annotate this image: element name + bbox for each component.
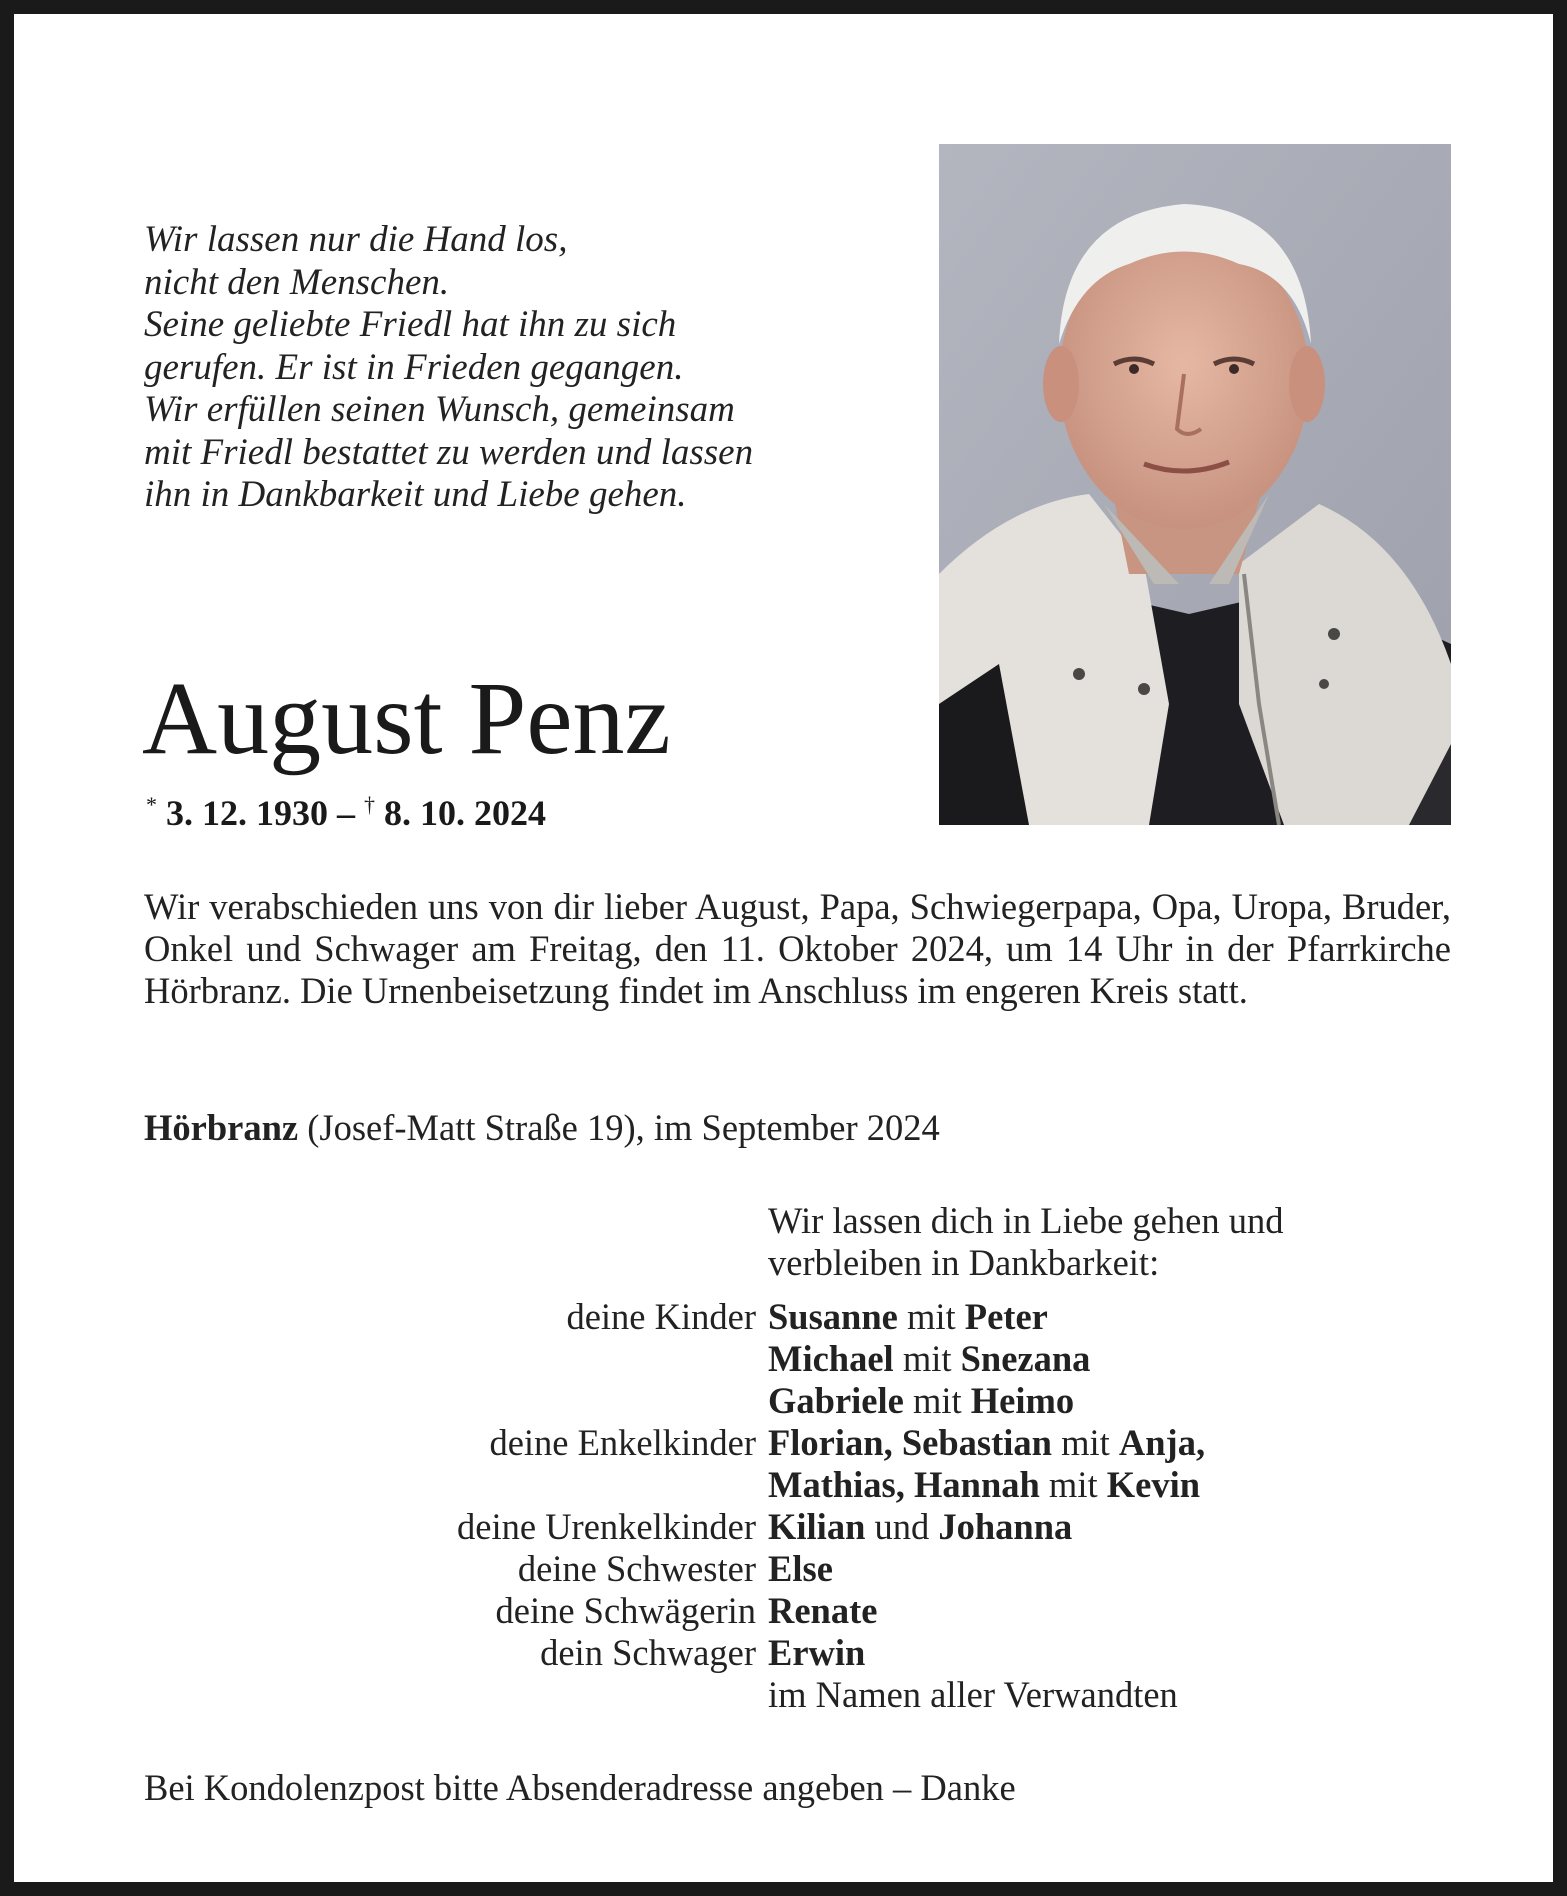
- mourner-names: [768, 1590, 877, 1632]
- life-dates: [146, 792, 546, 834]
- mourner-row: [144, 1380, 1464, 1422]
- relation-label: deine Kinder: [566, 1296, 756, 1337]
- mourner-name: Kevin: [1106, 1464, 1201, 1505]
- mourner-name: Peter: [964, 1296, 1048, 1337]
- mourner-row: [144, 1548, 1464, 1590]
- relation-label: deine Urenkelkinder: [457, 1506, 756, 1547]
- mourner-names: [768, 1464, 1200, 1506]
- mourner-row: [144, 1338, 1464, 1380]
- intro-line: Wir lassen dich in Liebe gehen und: [768, 1200, 1284, 1241]
- relation-label: [144, 1338, 768, 1380]
- relation-label: deine Schwester: [517, 1548, 756, 1589]
- relation-label: dein Schwager: [540, 1632, 756, 1673]
- connector-text: mit: [903, 1380, 971, 1421]
- connector-text: im Namen aller Verwandten: [768, 1674, 1178, 1715]
- quote-line: mit Friedl bestattet zu werden und lassen: [144, 431, 754, 473]
- mourner-names: [768, 1548, 833, 1590]
- connector-text: mit: [1051, 1422, 1119, 1463]
- funeral-announcement: Wir verabschieden uns von dir lieber August, Papa, Schwiegerpapa, Opa, Uropa, Bruder, Onkel und Schwager am Freitag, den 11. Oktober 2024, um 14 Uhr in der Pfarrkirche Hörbranz. Die Urnenbeisetzung findet im Anschluss im engeren Kreis statt.: [144, 886, 1451, 1011]
- quote-line: gerufen. Er ist in Frieden gegangen.: [144, 346, 684, 388]
- mourner-name: Johanna: [938, 1506, 1073, 1547]
- relation-label: deine Enkelkinder: [489, 1422, 756, 1463]
- place-and-date: [144, 1106, 940, 1149]
- portrait-photo: [939, 144, 1451, 825]
- mourner-names: [768, 1338, 1090, 1380]
- mourner-name: Heimo: [970, 1380, 1075, 1421]
- mourner-names: [768, 1506, 1072, 1548]
- quote-line: Wir lassen nur die Hand los,: [144, 219, 568, 260]
- mourners-intro: [768, 1200, 1468, 1284]
- mourner-row: [144, 1590, 1464, 1632]
- deceased-name: August Penz: [142, 661, 671, 776]
- quote-line: nicht den Menschen.: [144, 261, 450, 303]
- mourner-name: Anja,: [1118, 1422, 1206, 1463]
- relation-label: [144, 1380, 768, 1422]
- death-date: 8. 10. 2024: [384, 793, 546, 833]
- connector-text: mit: [897, 1296, 965, 1337]
- connector-text: mit: [893, 1338, 961, 1379]
- connector-text: und: [865, 1506, 939, 1547]
- mourner-name: Michael: [768, 1338, 894, 1379]
- mourner-name: Kilian: [768, 1506, 866, 1547]
- mourner-names: [768, 1674, 1178, 1716]
- relation-label: [144, 1464, 768, 1506]
- place-details: (Josef-Matt Straße 19), im September 2024: [298, 1107, 940, 1148]
- quote-line: ihn in Dankbarkeit und Liebe gehen.: [144, 474, 687, 515]
- date-separator: –: [328, 793, 364, 833]
- quote-line: Wir erfüllen seinen Wunsch, gemeinsam: [144, 389, 735, 430]
- mourner-names: [768, 1632, 865, 1674]
- relation-label: [144, 1674, 768, 1716]
- relation-label: deine Schwägerin: [495, 1590, 756, 1631]
- condolence-note: Bei Kondolenzpost bitte Absenderadresse angeben – Danke: [144, 1767, 1016, 1808]
- mourner-row: [144, 1464, 1464, 1506]
- death-symbol: †: [364, 792, 375, 817]
- mourner-name: Renate: [768, 1590, 878, 1631]
- mourner-row: [144, 1674, 1464, 1716]
- mourner-name: Florian, Sebastian: [768, 1422, 1052, 1463]
- mourner-name: Erwin: [768, 1632, 866, 1673]
- mourner-row: [144, 1422, 1464, 1464]
- connector-text: mit: [1039, 1464, 1107, 1505]
- mourner-names: [768, 1380, 1074, 1422]
- birth-date: 3. 12. 1930: [166, 793, 328, 833]
- birth-symbol: *: [146, 792, 157, 817]
- mourner-row: [144, 1506, 1464, 1548]
- quote-line: Seine geliebte Friedl hat ihn zu sich: [144, 304, 677, 345]
- mourner-row: [144, 1296, 1464, 1338]
- mourner-name: Else: [768, 1548, 833, 1589]
- mourner-name: Snezana: [960, 1338, 1091, 1379]
- mourner-name: Gabriele: [768, 1380, 904, 1421]
- mourner-name: Mathias, Hannah: [768, 1464, 1040, 1505]
- memorial-quote: [144, 219, 844, 517]
- mourner-row: [144, 1632, 1464, 1674]
- mourner-name: Susanne: [768, 1296, 898, 1337]
- mourner-names: [768, 1296, 1048, 1338]
- mourners-list: [144, 1296, 1464, 1716]
- place-town: Hörbranz: [144, 1107, 299, 1148]
- mourner-names: [768, 1422, 1205, 1464]
- intro-line: verbleiben in Dankbarkeit:: [768, 1242, 1160, 1283]
